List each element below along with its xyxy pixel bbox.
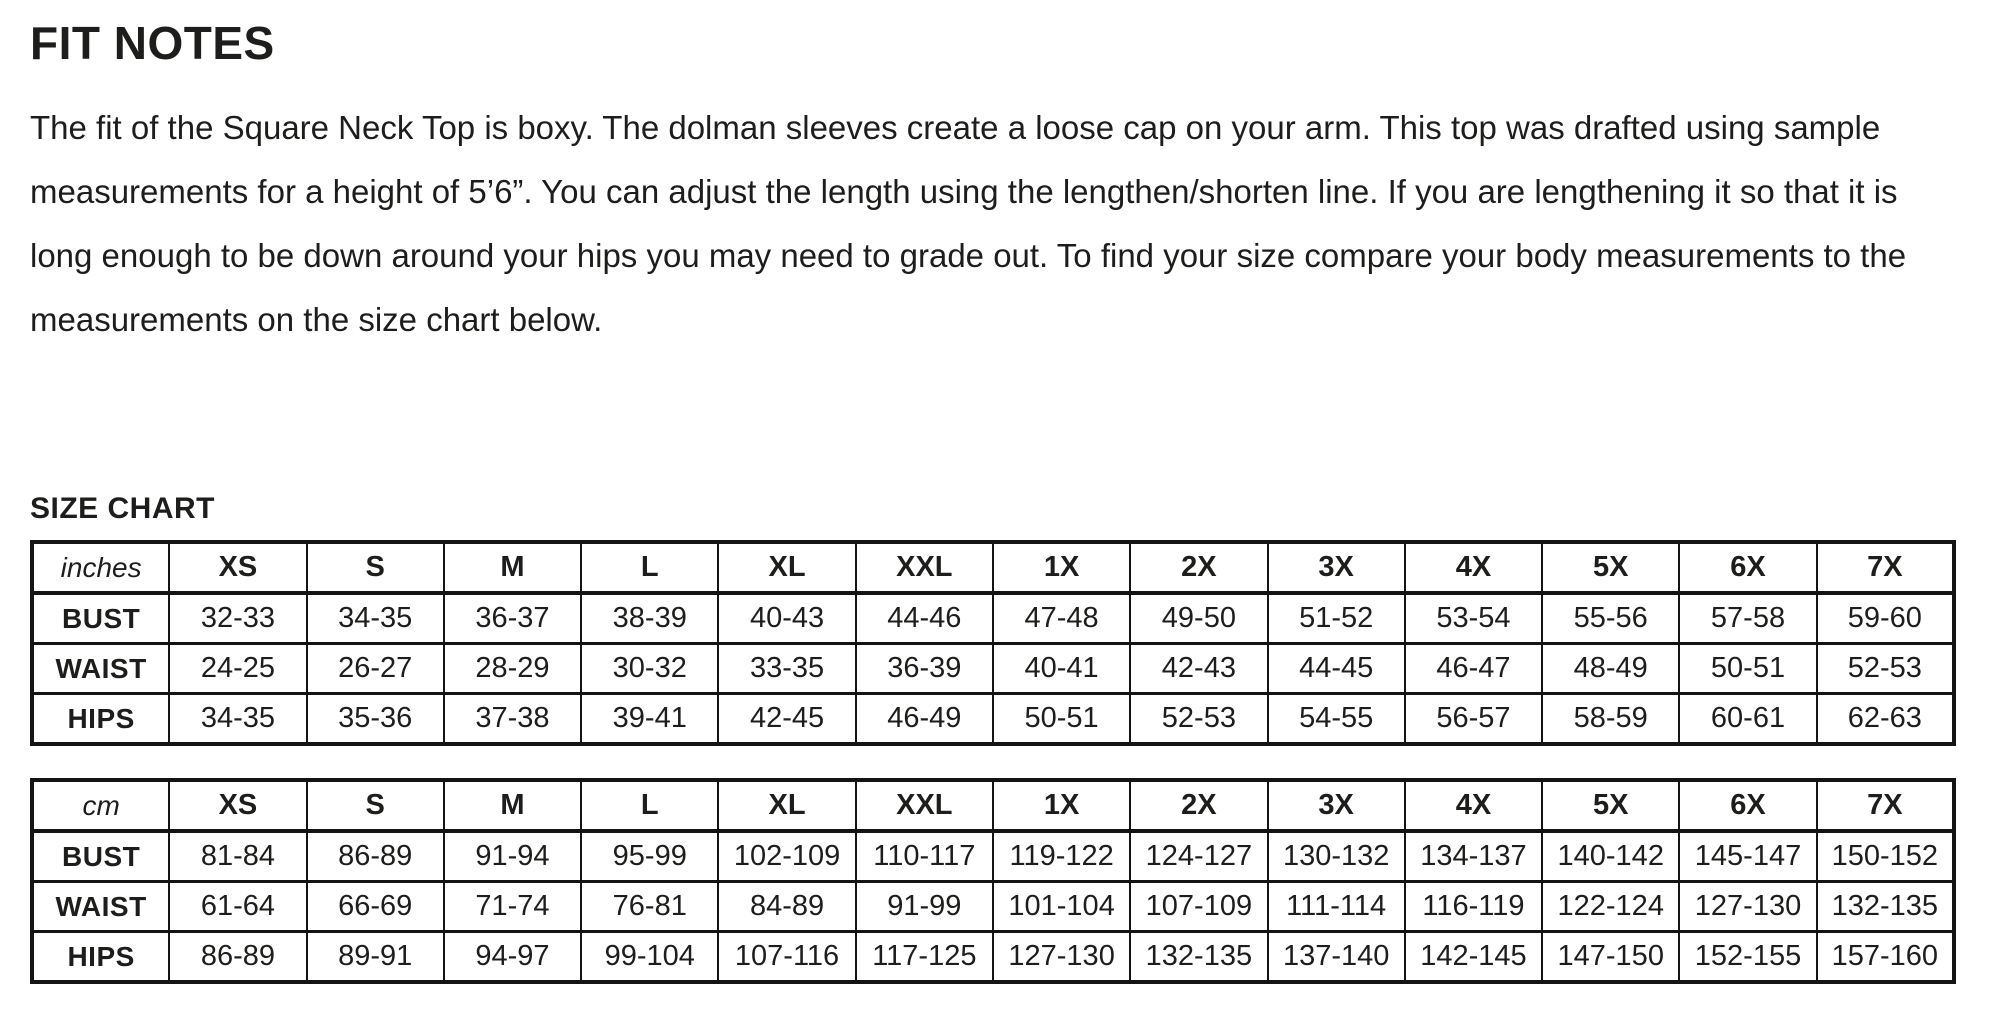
measurement-row-waist	[32, 644, 1954, 694]
measurement-value: 46-47	[1405, 644, 1542, 694]
measurement-value: 132-135	[1130, 932, 1267, 983]
size-column-header-m: M	[444, 780, 581, 831]
measurement-value: 140-142	[1542, 831, 1679, 882]
measurement-value: 49-50	[1130, 593, 1267, 644]
measurement-label: BUST	[32, 831, 169, 882]
unit-label-inches: inches	[32, 542, 169, 593]
measurement-value: 107-109	[1130, 882, 1267, 932]
measurement-value: 38-39	[581, 593, 718, 644]
measurement-value: 84-89	[718, 882, 855, 932]
size-column-header-2x: 2X	[1130, 542, 1267, 593]
measurement-value: 42-43	[1130, 644, 1267, 694]
size-chart-header-row	[32, 780, 1954, 831]
measurement-value: 52-53	[1130, 694, 1267, 745]
fit-notes-heading: FIT NOTES	[30, 17, 275, 69]
measurement-value: 132-135	[1817, 882, 1954, 932]
measurement-value: 127-130	[993, 932, 1130, 983]
measurement-row-hips	[32, 932, 1954, 983]
measurement-value: 37-38	[444, 694, 581, 745]
measurement-value: 150-152	[1817, 831, 1954, 882]
measurement-value: 137-140	[1268, 932, 1405, 983]
measurement-value: 51-52	[1268, 593, 1405, 644]
size-column-header-7x: 7X	[1817, 780, 1954, 831]
measurement-value: 94-97	[444, 932, 581, 983]
size-chart-heading: SIZE CHART	[30, 492, 215, 525]
measurement-value: 59-60	[1817, 593, 1954, 644]
measurement-value: 47-48	[993, 593, 1130, 644]
measurement-row-bust	[32, 593, 1954, 644]
measurement-value: 145-147	[1679, 831, 1816, 882]
measurement-value: 124-127	[1130, 831, 1267, 882]
size-chart-table-cm	[30, 778, 1956, 984]
measurement-value: 26-27	[307, 644, 444, 694]
size-column-header-5x: 5X	[1542, 780, 1679, 831]
measurement-value: 102-109	[718, 831, 855, 882]
measurement-value: 122-124	[1542, 882, 1679, 932]
measurement-label: WAIST	[32, 882, 169, 932]
measurement-value: 111-114	[1268, 882, 1405, 932]
size-column-header-3x: 3X	[1268, 780, 1405, 831]
measurement-value: 66-69	[307, 882, 444, 932]
measurement-value: 46-49	[856, 694, 993, 745]
size-column-header-4x: 4X	[1405, 780, 1542, 831]
measurement-value: 76-81	[581, 882, 718, 932]
measurement-value: 30-32	[581, 644, 718, 694]
size-column-header-3x: 3X	[1268, 542, 1405, 593]
measurement-value: 95-99	[581, 831, 718, 882]
measurement-value: 24-25	[169, 644, 306, 694]
measurement-value: 40-43	[718, 593, 855, 644]
size-column-header-l: L	[581, 780, 718, 831]
size-column-header-xs: XS	[169, 542, 306, 593]
fit-notes-paragraph: The fit of the Square Neck Top is boxy. The dolman sleeves create a loose cap on your arm. This top was drafted using sample measurements for a height of 5’6”. You can adjust the length using the lengthen/shorten line. If you are lengthening it so that it is long enough to be down around your hips you may need to grade out. To find your size compare your body measurements to the measurements on the size chart below.	[30, 109, 1907, 338]
size-column-header-4x: 4X	[1405, 542, 1542, 593]
measurement-value: 33-35	[718, 644, 855, 694]
size-column-header-s: S	[307, 542, 444, 593]
measurement-value: 147-150	[1542, 932, 1679, 983]
measurement-value: 57-58	[1679, 593, 1816, 644]
measurement-value: 152-155	[1679, 932, 1816, 983]
size-column-header-xxl: XXL	[856, 780, 993, 831]
measurement-value: 55-56	[1542, 593, 1679, 644]
measurement-value: 116-119	[1405, 882, 1542, 932]
measurement-value: 71-74	[444, 882, 581, 932]
measurement-value: 60-61	[1679, 694, 1816, 745]
size-column-header-1x: 1X	[993, 780, 1130, 831]
size-column-header-xl: XL	[718, 780, 855, 831]
measurement-value: 28-29	[444, 644, 581, 694]
size-column-header-l: L	[581, 542, 718, 593]
measurement-value: 50-51	[1679, 644, 1816, 694]
measurement-value: 142-145	[1405, 932, 1542, 983]
measurement-value: 50-51	[993, 694, 1130, 745]
size-column-header-6x: 6X	[1679, 780, 1816, 831]
measurement-row-hips	[32, 694, 1954, 745]
measurement-value: 52-53	[1817, 644, 1954, 694]
measurement-value: 58-59	[1542, 694, 1679, 745]
measurement-value: 127-130	[1679, 882, 1816, 932]
size-column-header-xxl: XXL	[856, 542, 993, 593]
measurement-value: 117-125	[856, 932, 993, 983]
measurement-value: 42-45	[718, 694, 855, 745]
measurement-value: 39-41	[581, 694, 718, 745]
measurement-value: 34-35	[307, 593, 444, 644]
measurement-value: 35-36	[307, 694, 444, 745]
measurement-value: 130-132	[1268, 831, 1405, 882]
measurement-row-waist	[32, 882, 1954, 932]
measurement-label: HIPS	[32, 932, 169, 983]
size-column-header-xl: XL	[718, 542, 855, 593]
size-column-header-6x: 6X	[1679, 542, 1816, 593]
measurement-value: 134-137	[1405, 831, 1542, 882]
measurement-value: 54-55	[1268, 694, 1405, 745]
measurement-value: 110-117	[856, 831, 993, 882]
measurement-value: 53-54	[1405, 593, 1542, 644]
size-column-header-5x: 5X	[1542, 542, 1679, 593]
measurement-value: 34-35	[169, 694, 306, 745]
measurement-value: 36-39	[856, 644, 993, 694]
size-column-header-1x: 1X	[993, 542, 1130, 593]
measurement-label: WAIST	[32, 644, 169, 694]
measurement-value: 119-122	[993, 831, 1130, 882]
size-column-header-2x: 2X	[1130, 780, 1267, 831]
measurement-value: 32-33	[169, 593, 306, 644]
unit-label-cm: cm	[32, 780, 169, 831]
measurement-value: 81-84	[169, 831, 306, 882]
measurement-value: 89-91	[307, 932, 444, 983]
size-column-header-m: M	[444, 542, 581, 593]
measurement-value: 91-94	[444, 831, 581, 882]
measurement-value: 44-46	[856, 593, 993, 644]
measurement-value: 86-89	[307, 831, 444, 882]
measurement-value: 56-57	[1405, 694, 1542, 745]
size-chart-table-inches	[30, 540, 1956, 746]
measurement-value: 157-160	[1817, 932, 1954, 983]
size-column-header-xs: XS	[169, 780, 306, 831]
measurement-label: BUST	[32, 593, 169, 644]
measurement-value: 99-104	[581, 932, 718, 983]
measurement-value: 107-116	[718, 932, 855, 983]
measurement-value: 44-45	[1268, 644, 1405, 694]
measurement-value: 36-37	[444, 593, 581, 644]
measurement-value: 101-104	[993, 882, 1130, 932]
measurement-value: 62-63	[1817, 694, 1954, 745]
measurement-row-bust	[32, 831, 1954, 882]
size-column-header-s: S	[307, 780, 444, 831]
size-chart-header-row	[32, 542, 1954, 593]
measurement-value: 86-89	[169, 932, 306, 983]
measurement-value: 61-64	[169, 882, 306, 932]
size-column-header-7x: 7X	[1817, 542, 1954, 593]
measurement-value: 91-99	[856, 882, 993, 932]
measurement-value: 48-49	[1542, 644, 1679, 694]
measurement-value: 40-41	[993, 644, 1130, 694]
measurement-label: HIPS	[32, 694, 169, 745]
